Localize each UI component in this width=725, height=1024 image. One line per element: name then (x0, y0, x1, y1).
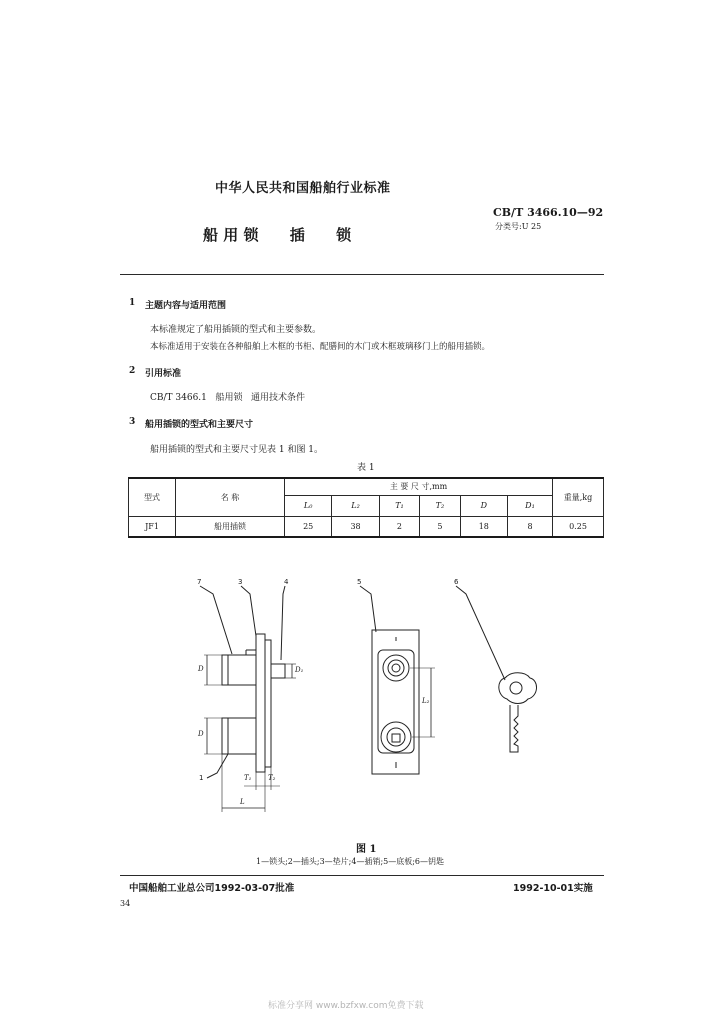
dim-label: T₂ (268, 774, 276, 782)
page-number: 34 (120, 899, 131, 908)
watermark: 标准分享网 www.bzfxw.com免费下载 (268, 1001, 424, 1011)
section-1-number: 1 (129, 298, 136, 308)
org-title: 中华人民共和国船舶行业标准 (215, 181, 391, 196)
figure-caption: 图 1 (356, 844, 377, 855)
table-cell-value: 2 (379, 516, 419, 537)
key-view (456, 586, 537, 752)
dim-label: D (198, 665, 204, 673)
table-cell-value: 25 (285, 516, 332, 537)
table-cell-value: 8 (507, 516, 552, 537)
callout-label: 6 (454, 578, 459, 586)
dim-label: T₁ (244, 774, 252, 782)
approval-note: 中国船舶工业总公司1992-03-07批准 (129, 883, 295, 894)
table-cell-type: JF1 (129, 516, 176, 537)
figure-legend: 1—锁头;2—插头;3—垫片;4—插销;5—底板;6—钥匙 (256, 857, 445, 866)
section-2-paragraph: CB/T 3466.1 船用锁 通用技术条件 (150, 393, 306, 403)
dim-label: L₂ (422, 697, 430, 705)
footer-rule (120, 875, 604, 876)
section-1-paragraph: 本标准适用于安装在各种船舶上木框的书柜、配膳间的木门或木框玻璃移门上的船用插锁。 (150, 342, 491, 352)
section-3-title: 船用插锁的型式和主要尺寸 (145, 420, 254, 430)
callout-label: 3 (238, 578, 243, 586)
callout-label: 4 (284, 578, 289, 586)
standard-number: CB/T 3466.10—92 (493, 206, 604, 219)
callout-label: 5 (357, 578, 362, 586)
table-header-dim: D₁ (507, 495, 552, 516)
table-cell-value: 5 (420, 516, 460, 537)
table-header-dimensions: 主 要 尺 寸,mm (285, 478, 553, 495)
section-2-number: 2 (129, 366, 136, 376)
table-header-dim: T₂ (420, 495, 460, 516)
section-1-title: 主题内容与适用范围 (145, 301, 227, 311)
table-cell-value: 38 (332, 516, 379, 537)
table-cell-value: 18 (460, 516, 507, 537)
table-header-dim: T₁ (379, 495, 419, 516)
table-header-weight: 重量,kg (553, 478, 604, 516)
callout-label: 7 (197, 578, 202, 586)
dim-label: L (240, 798, 245, 806)
table-cell-weight: 0.25 (553, 516, 604, 537)
table-cell-name: 船用插锁 (176, 516, 285, 537)
section-3-number: 3 (129, 417, 136, 427)
table-header-dim: L₀ (285, 495, 332, 516)
callout-label: 1 (199, 774, 204, 782)
table-header-name: 名 称 (176, 478, 285, 516)
table-header-type: 型式 (129, 478, 176, 516)
implementation-date: 1992-10-01实施 (513, 883, 593, 894)
dim-label: D (198, 730, 204, 738)
section-3-paragraph: 船用插锁的型式和主要尺寸见表 1 和图 1。 (150, 445, 324, 455)
table-header-dim: D (460, 495, 507, 516)
section-2-title: 引用标准 (145, 369, 182, 379)
dim-label: D₁ (295, 666, 304, 674)
classification-number: 分类号:U 25 (495, 222, 542, 231)
doc-title: 船 用 锁 插 锁 (203, 226, 352, 244)
front-view (360, 586, 435, 774)
table-caption: 表 1 (357, 463, 375, 473)
table-header-dim: L₂ (332, 495, 379, 516)
section-1-paragraph: 本标准规定了船用插锁的型式和主要参数。 (150, 325, 322, 335)
